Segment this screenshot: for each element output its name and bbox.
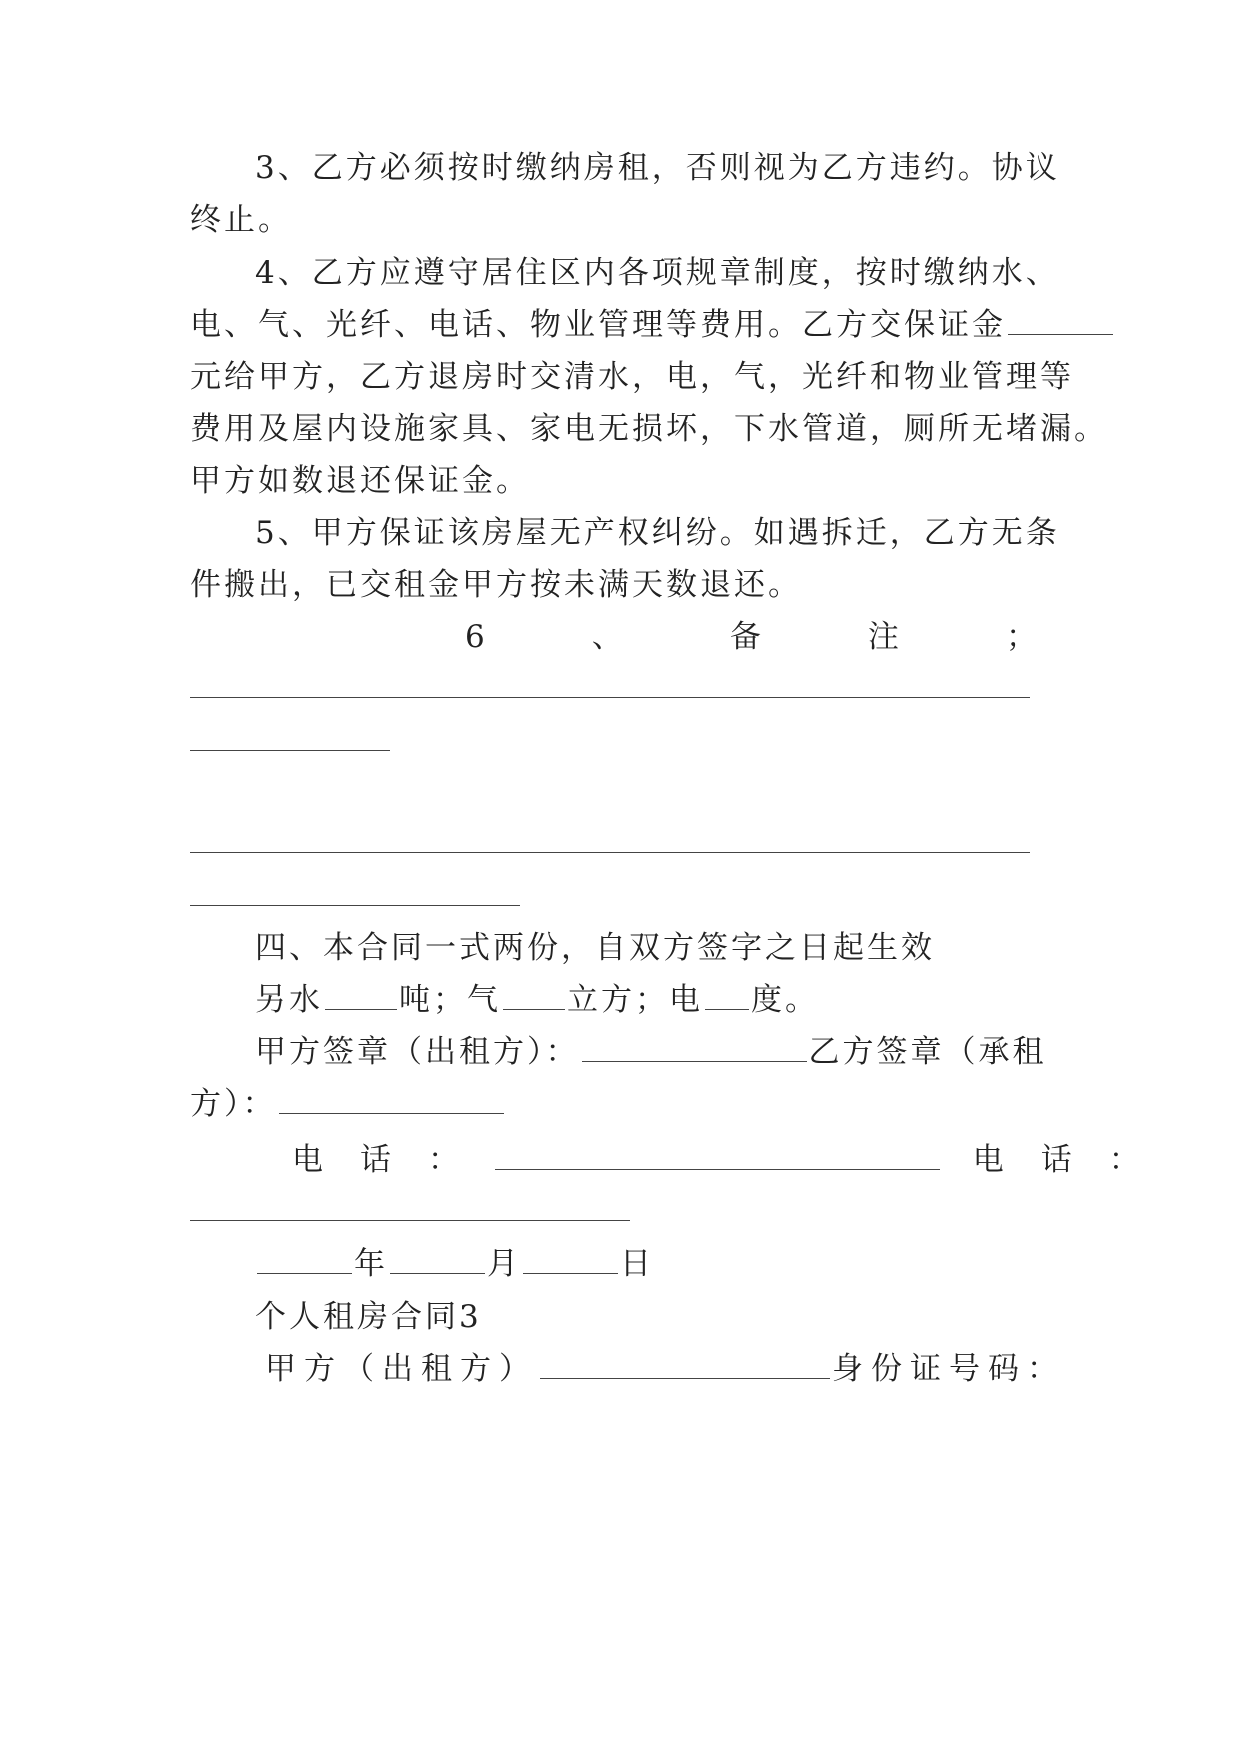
- clause-4-line-4: 费用及屋内设施家具、家电无损坏，下水管道，厕所无堵漏。: [190, 411, 1108, 447]
- day-blank: [523, 1245, 618, 1274]
- party-a-signature-blank: [582, 1033, 807, 1062]
- clause-5-line-2: 件搬出，已交租金甲方按未满天数退还。: [190, 567, 802, 603]
- gas-unit: 立方；电: [567, 982, 703, 1018]
- electric-unit: 度。: [751, 982, 819, 1018]
- clause-3-line-1: 3、乙方必须按时缴纳房租，否则视为乙方违约。协议: [255, 150, 1060, 186]
- year-label: 年: [354, 1246, 388, 1282]
- water-unit: 吨；气: [399, 982, 501, 1018]
- month-label: 月: [487, 1246, 521, 1282]
- date-line: [255, 1244, 1115, 1284]
- remarks-number: 6: [465, 619, 488, 655]
- party-a-phone-blank: [495, 1141, 940, 1170]
- meter-readings: [255, 980, 1050, 1020]
- next-party-a-label: 甲方（出租方）: [265, 1351, 538, 1387]
- clause-4-line-1: 4、乙方应遵守居住区内各项规章制度，按时缴纳水、: [255, 255, 1060, 291]
- remarks-line-1: [190, 697, 1030, 698]
- party-a-signature-label: 甲方签章（出租方）：: [255, 1034, 580, 1070]
- electric-reading-blank: [705, 981, 749, 1010]
- party-b-signature-label-end: 方）：: [190, 1086, 277, 1122]
- month-blank: [390, 1245, 485, 1274]
- remarks-end: ；: [1005, 619, 1040, 655]
- phone-line: [292, 1140, 1143, 1180]
- clause-4-line-5: 甲方如数退还保证金。: [190, 463, 530, 499]
- party-b-phone-label: 电 话 ：: [972, 1142, 1143, 1178]
- remarks-separator: 、: [591, 619, 626, 655]
- next-contract-title: 个人租房合同3: [255, 1299, 482, 1335]
- clause-4-line-3: 元给甲方，乙方退房时交清水，电，气，光纤和物业管理等: [190, 359, 1074, 395]
- section-4-text: 四、本合同一式两份，自双方签字之日起生效: [255, 930, 935, 966]
- clause-4-line-2-text: 电、气、光纤、电话、物业管理等费用。乙方交保证金: [190, 307, 1006, 343]
- next-party-a-blank: [540, 1350, 830, 1379]
- remarks-line-2: [190, 750, 390, 751]
- gas-reading-blank: [503, 981, 565, 1010]
- remarks-char-2: 注: [867, 619, 902, 655]
- id-number-label: 身份证号码：: [832, 1351, 1066, 1387]
- remarks-line-3: [190, 852, 1030, 853]
- water-reading-blank: [325, 981, 397, 1010]
- clause-3-line-2: 终止。: [190, 202, 292, 238]
- clause-4-line-2: [190, 305, 1050, 345]
- meter-prefix: 另水: [255, 982, 323, 1018]
- day-label: 日: [620, 1246, 654, 1282]
- party-b-phone-blank: [190, 1220, 630, 1221]
- party-b-signature-blank: [279, 1085, 504, 1114]
- clause-5-line-1: 5、甲方保证该房屋无产权纠纷。如遇拆迁，乙方无条: [255, 515, 1060, 551]
- year-blank: [257, 1245, 352, 1274]
- remarks-char-1: 备: [729, 619, 764, 655]
- next-contract-party-line: [265, 1349, 1066, 1389]
- signature-line: [255, 1032, 1050, 1072]
- remarks-line-4: [190, 905, 520, 906]
- party-b-signature-label: 乙方签章（承租: [808, 1034, 1047, 1070]
- signature-line-2: [190, 1084, 1050, 1124]
- remarks-heading: [465, 617, 1040, 657]
- deposit-amount-blank: [1008, 306, 1113, 335]
- party-a-phone-label: 电 话 ：: [292, 1142, 462, 1178]
